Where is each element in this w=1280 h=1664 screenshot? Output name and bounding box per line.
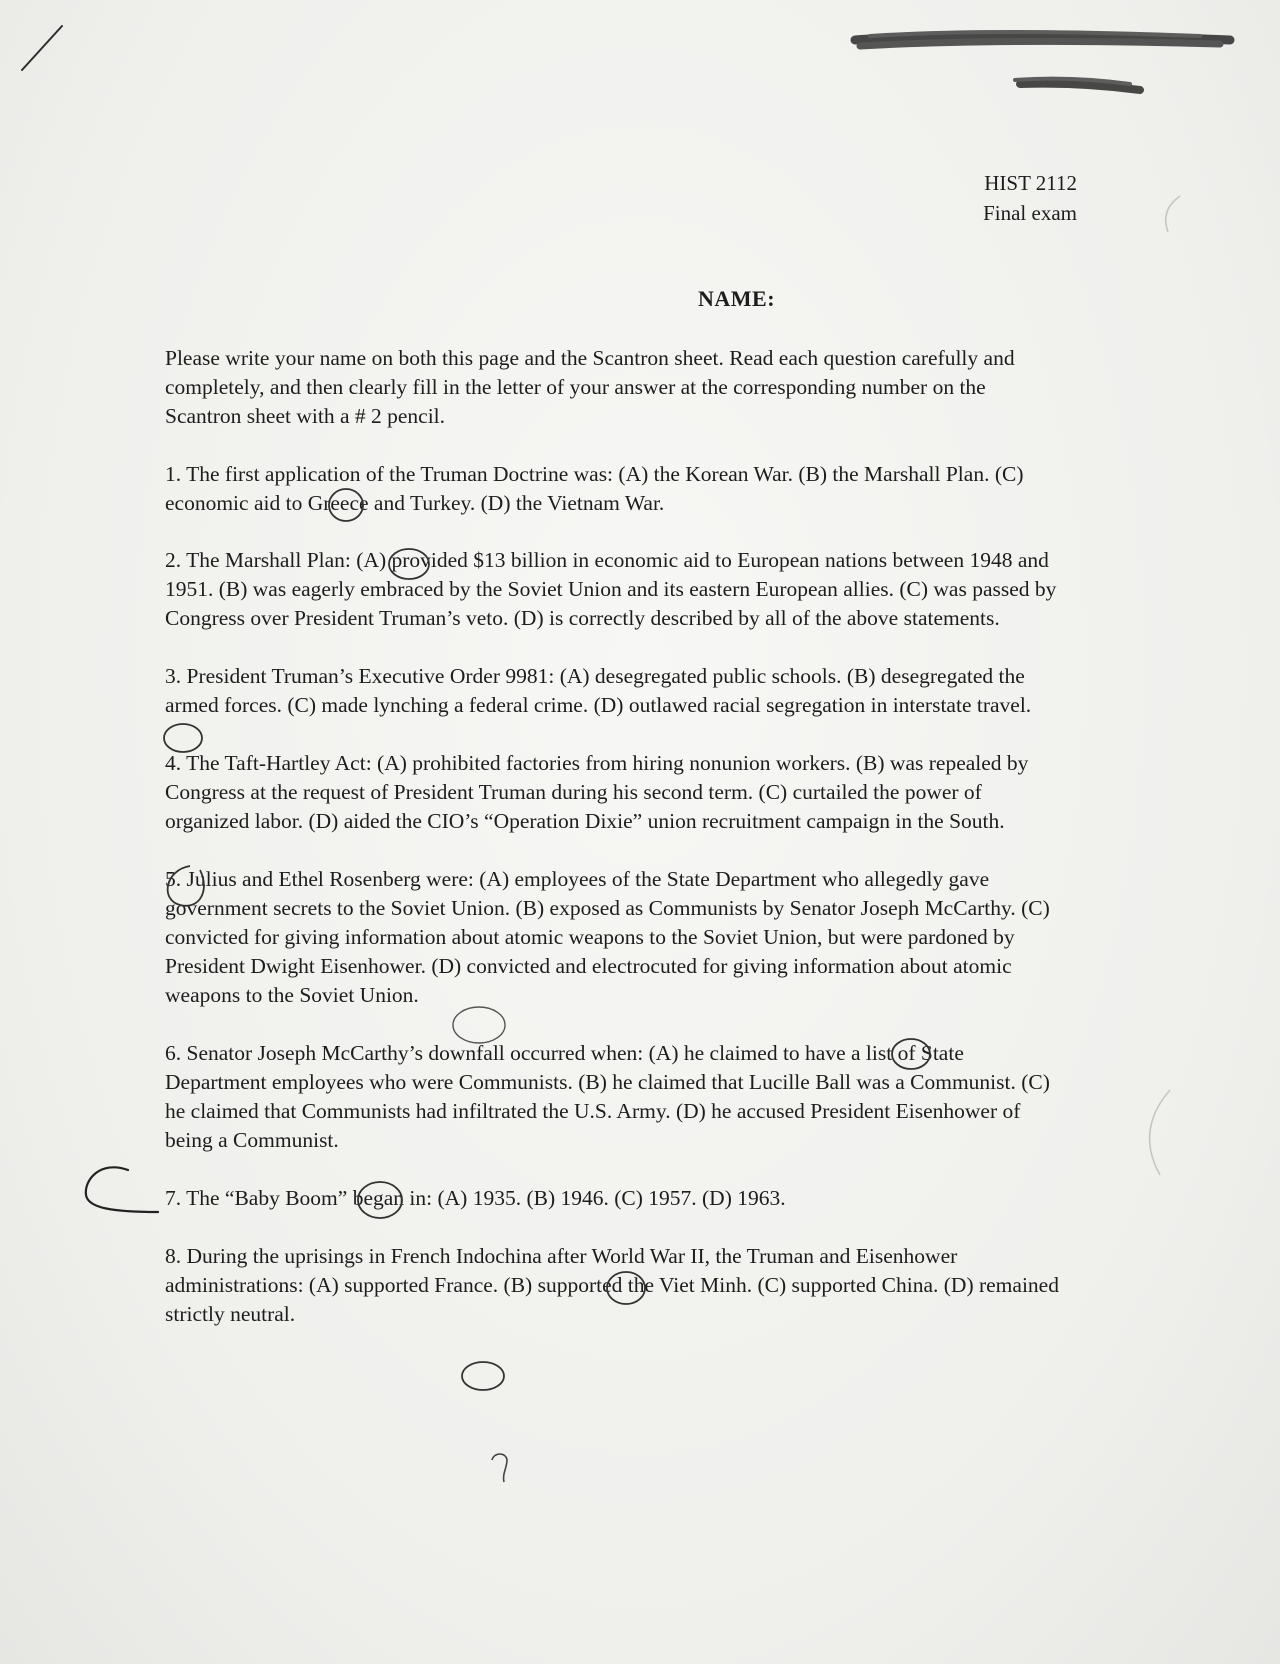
bleed-through-mark <box>1166 196 1180 232</box>
exam-title: Final exam <box>983 201 1077 225</box>
question-list <box>165 460 1060 1358</box>
question-text: 7. The “Baby Boom” began in: (A) 1935. (B) 1946. (C) 1957. (D) 1963. <box>165 1186 786 1210</box>
question-text: 5. Julius and Ethel Rosenberg were: (A) employees of the State Department who allegedly gave government secrets to the Soviet Union. (B) exposed as Communists by Senator Joseph McCarthy. (C) convicted for giving information about atomic weapons to the Soviet Union, but were pardoned by President Dwight Eisenhower. (D) convicted and electrocuted for giving information about atomic weapons to the Soviet Union. <box>165 867 1050 1007</box>
question-3 <box>165 662 1060 720</box>
instructions: Please write your name on both this page and the Scantron sheet. Read each question carefully and completely, and then clearly fill in the letter of your answer at the corresponding number on the Scantron sheet with a # 2 pencil. <box>165 346 1015 428</box>
name-label: NAME: <box>698 286 776 311</box>
question-text: 1. The first application of the Truman Doctrine was: (A) the Korean War. (B) the Marshall Plan. (C) economic aid to Greece and Turkey. (D) the Vietnam War. <box>165 462 1024 515</box>
bleed-through-mark <box>1150 1090 1170 1175</box>
pencil-squiggle <box>492 1454 507 1482</box>
redaction-scribble <box>855 32 1230 90</box>
question-text: 3. President Truman’s Executive Order 9981: (A) desegregated public schools. (B) desegregated the armed forces. (C) made lynching a federal crime. (D) outlawed racial segregation in interstate travel. <box>165 664 1032 717</box>
question-6 <box>165 1039 1060 1155</box>
exam-header <box>983 168 1077 228</box>
question-5 <box>165 865 1060 1010</box>
question-2 <box>165 546 1060 633</box>
handwritten-c <box>86 1167 158 1212</box>
question-text: 4. The Taft-Hartley Act: (A) prohibited factories from hiring nonunion workers. (B) was repealed by Congress at the request of President Truman during his second term. (C) curtailed the power of organized labor. (D) aided the CIO’s “Operation Dixie” union recruitment campaign in the South. <box>165 751 1029 833</box>
question-7 <box>165 1184 1060 1213</box>
question-text: 8. During the uprisings in French Indochina after World War II, the Truman and Eisenhower administrations: (A) supported France. (B) supported the Viet Minh. (C) supported China. (D) remained strictly neutral. <box>165 1244 1059 1326</box>
question-1 <box>165 460 1060 518</box>
question-text: 6. Senator Joseph McCarthy’s downfall occurred when: (A) he claimed to have a list of State Department employees who were Communists. (B) he claimed that Lucille Ball was a Communist. (C) he claimed that Communists had infiltrated the U.S. Army. (D) he accused President Eisenhower of being a Communist. <box>165 1041 1050 1152</box>
question-4 <box>165 749 1060 836</box>
question-8 <box>165 1242 1060 1329</box>
course-code: HIST 2112 <box>984 171 1077 195</box>
question-text: 2. The Marshall Plan: (A) provided $13 billion in economic aid to European nations between 1948 and 1951. (B) was eagerly embraced by the Soviet Union and its eastern European allies. (C) was passed by Congress over President Truman’s veto. (D) is correctly described by all of the above statements. <box>165 548 1057 630</box>
answer-circle <box>462 1362 504 1390</box>
check-mark-icon <box>22 26 62 70</box>
